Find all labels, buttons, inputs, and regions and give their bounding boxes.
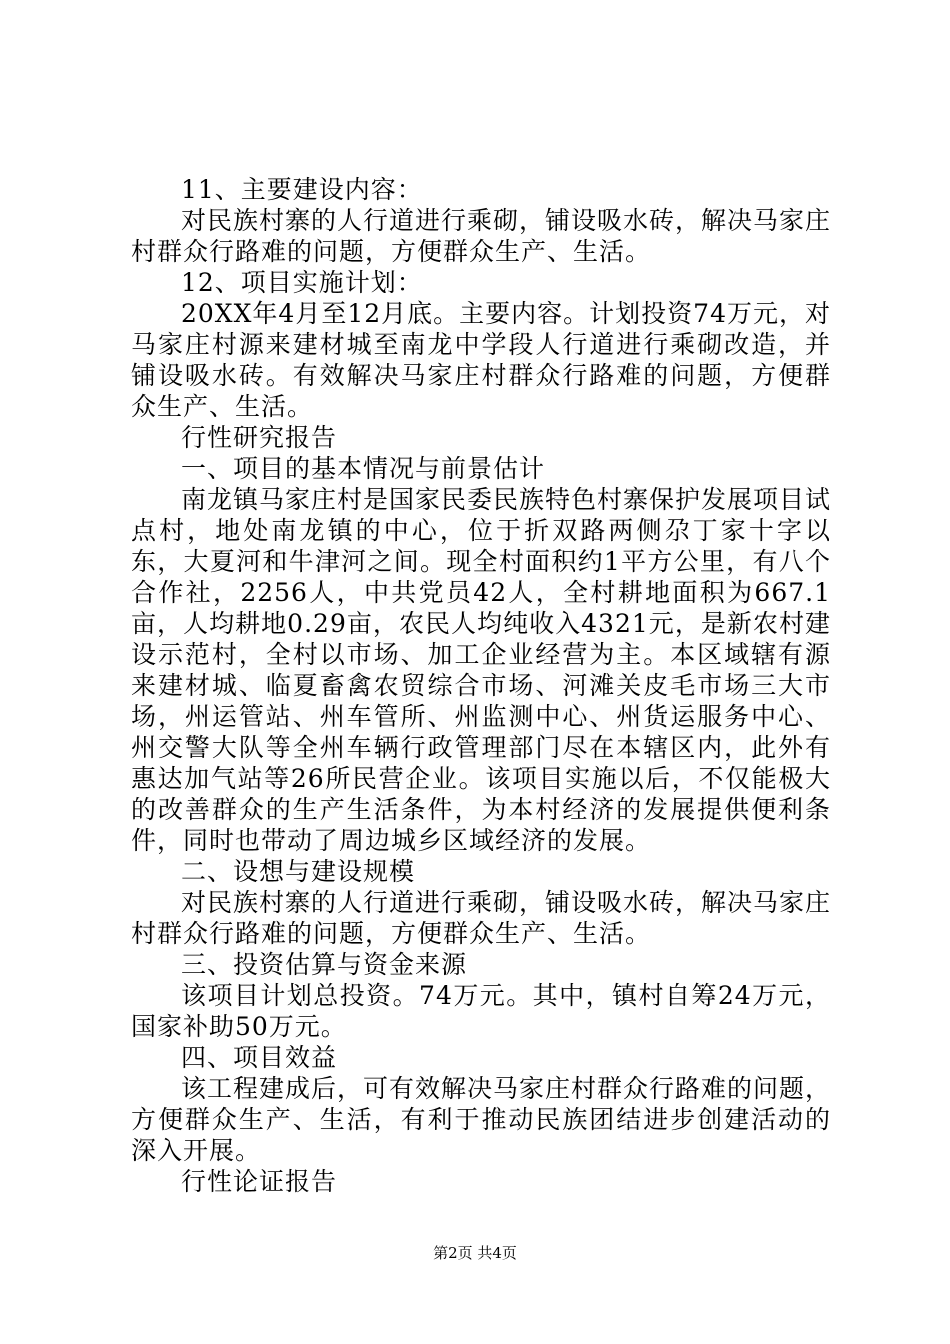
page-footer <box>0 1243 950 1263</box>
section-heading-1: 一、项目的基本情况与前景估计 <box>181 454 546 483</box>
document-body <box>131 174 831 1197</box>
paragraph-benefits: 该工程建成后，可有效解决马家庄村群众行路难的问题，方便群众生产、生活，有利于推动民族团结进步创建活动的深入开展。 <box>131 1074 832 1165</box>
report-title-feasibility-demonstration: 行性论证报告 <box>181 1167 338 1196</box>
section-heading-3: 三、投资估算与资金来源 <box>181 950 468 979</box>
section-heading-12: 12、项目实施计划： <box>181 268 423 297</box>
paragraph-implementation-plan: 20XX年4月至12月底。主要内容。计划投资74万元，对马家庄村源来建材城至南龙中学段人行道进行乘砌改造，并铺设吸水砖。有效解决马家庄村群众行路难的问题，方便群众生产、生活。 <box>131 299 831 421</box>
paragraph-investment: 该项目计划总投资。74万元。其中，镇村自筹24万元，国家补助50万元。 <box>131 981 831 1041</box>
section-heading-2: 二、设想与建设规模 <box>181 857 416 886</box>
paragraph-basic-situation: 南龙镇马家庄村是国家民委民族特色村寨保护发展项目试点村，地处南龙镇的中心，位于折双路两侧尕丁家十字以东，大夏河和牛津河之间。现全村面积约1平方公里，有八个合作社，2256人，中共党员42人，全村耕地面积为667.1亩，人均耕地0.29亩，农民人均纯收入4321元，是新农村建设示范村，全村以市场、加工企业经营为主。本区域辖有源来建材城、临夏畜禽农贸综合市场、河滩关皮毛市场三大市场，州运管站、州车管所、州监测中心、州货运服务中心、州交警大队等全州车辆行政管理部门尽在本辖区内，此外有惠达加气站等26所民营企业。该项目实施以后，不仅能极大的改善群众的生产生活条件，为本村经济的发展提供便利条件，同时也带动了周边城乡区域经济的发展。 <box>131 485 832 855</box>
section-heading-4: 四、项目效益 <box>181 1043 338 1072</box>
paragraph-construction-content: 对民族村寨的人行道进行乘砌，铺设吸水砖，解决马家庄村群众行路难的问题，方便群众生产、生活。 <box>131 206 832 266</box>
paragraph-construction-scale: 对民族村寨的人行道进行乘砌，铺设吸水砖，解决马家庄村群众行路难的问题，方便群众生产、生活。 <box>131 888 832 948</box>
page-number-label: 第2页 共4页 <box>433 1244 517 1262</box>
report-title-feasibility-study: 行性研究报告 <box>181 423 338 452</box>
section-heading-11: 11、主要建设内容： <box>181 175 423 204</box>
